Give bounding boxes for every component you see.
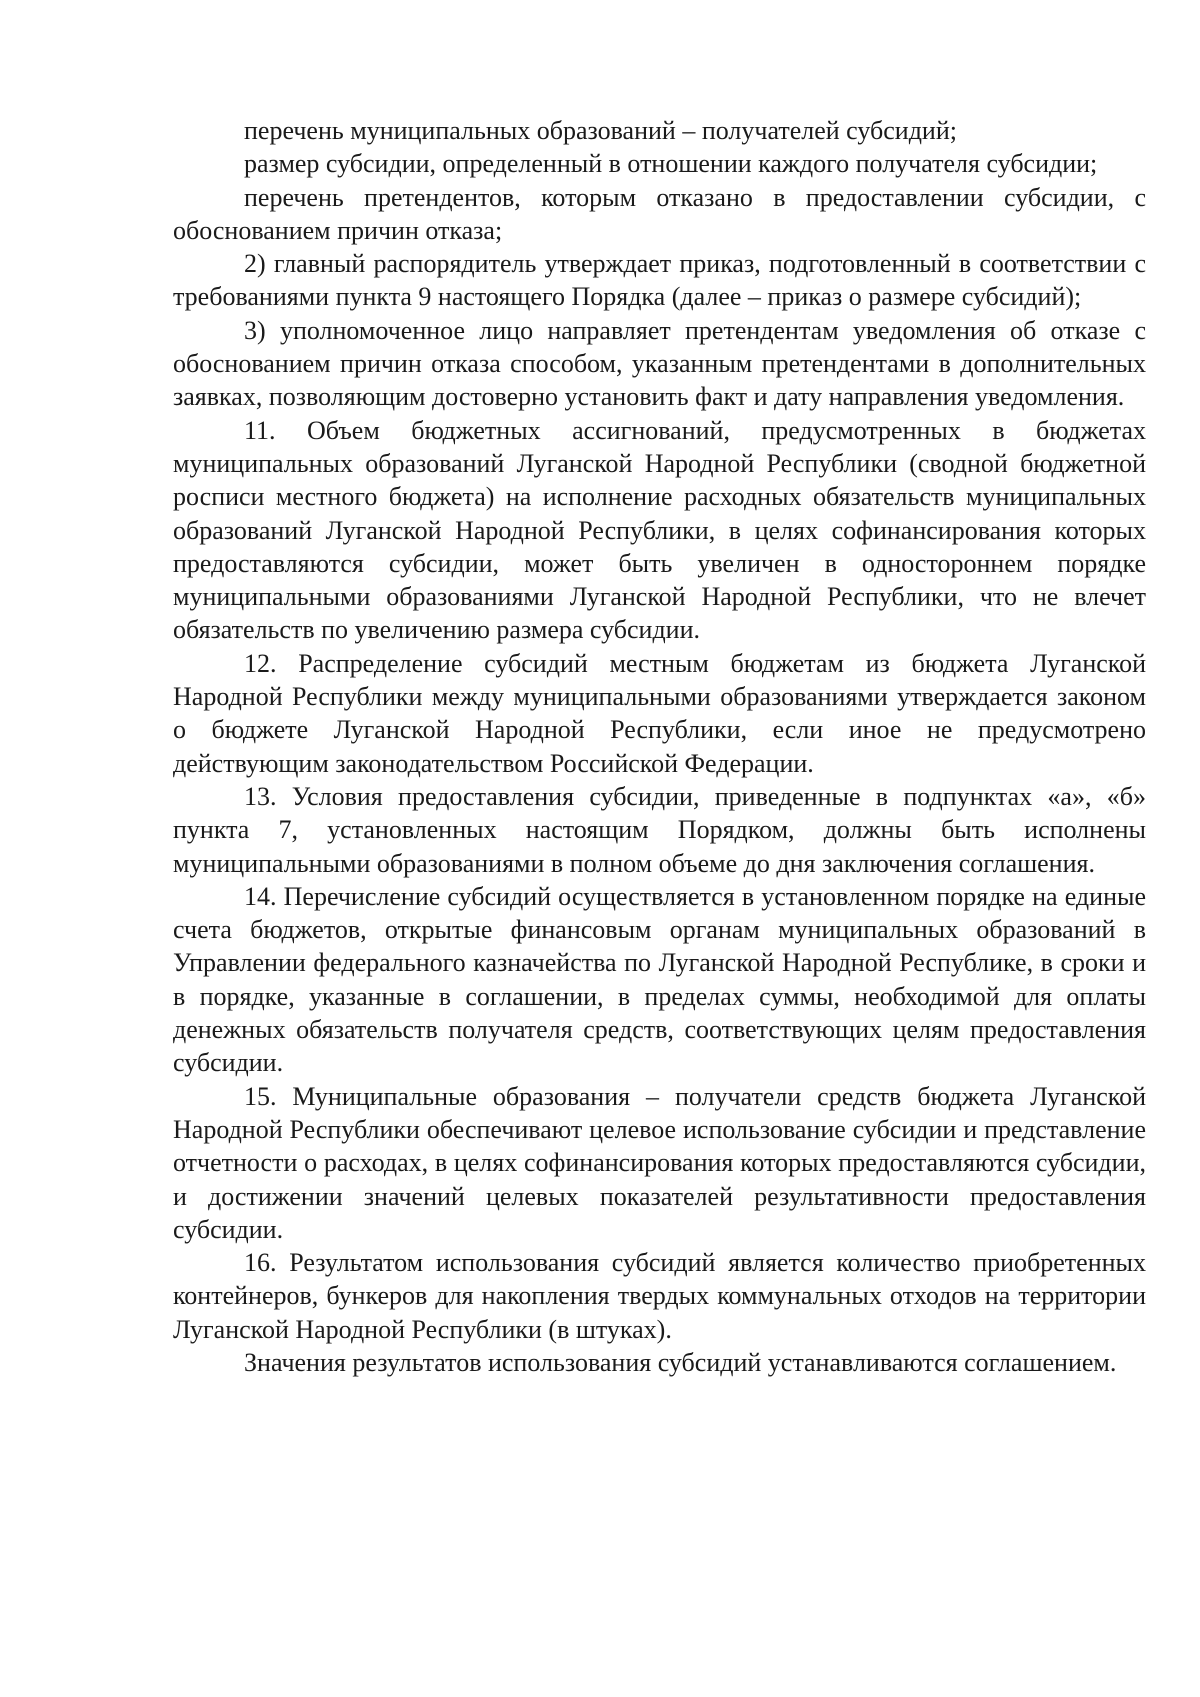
paragraph-result-values: Значения результатов использования субсидий устанавливаются соглашением. bbox=[244, 1347, 1117, 1377]
paragraph-section-13: 13. Условия предоставления субсидии, приведенные в подпунктах «а», «б» пункта 7, установленных настоящим Порядком, должны быть исполнены муниципальными образованиями в полном объеме до дня заключения соглашения. bbox=[173, 781, 1146, 878]
paragraph-subsidy-amount: размер субсидии, определенный в отношении каждого получателя субсидии; bbox=[244, 149, 1098, 179]
paragraph-item-3-notification: 3) уполномоченное лицо направляет претендентам уведомления об отказе с обоснованием причин отказа способом, указанным претендентами в дополнительных заявках, позволяющим достоверно установить факт и дату направления уведомления. bbox=[173, 315, 1146, 412]
paragraph-refused-applicants: перечень претендентов, которым отказано в предоставлении субсидии, с обоснованием причин отказа; bbox=[173, 182, 1146, 245]
paragraph-section-11: 11. Объем бюджетных ассигнований, предусмотренных в бюджетах муниципальных образований Луганской Народной Республики (сводной бюджетной росписи местного бюджета) на исполнение расходных обязательств муниципальных образований Луганской Народной Республики, в целях софинансирования которых предоставляются субсидии, может быть увеличен в одностороннем порядке муниципальными образованиями Луганской Народной Республики, что не влечет обязательств по увеличению размера субсидии. bbox=[173, 415, 1146, 645]
paragraph-section-14: 14. Перечисление субсидий осуществляется в установленном порядке на единые счета бюджетов, открытые финансовым органам муниципальных образований в Управлении федерального казначейства по Луганской Народной Республике, в сроки и в порядке, указанные в соглашении, в пределах суммы, необходимой для оплаты денежных обязательств получателя средств, соответствующих целям предоставления субсидии. bbox=[173, 881, 1146, 1078]
paragraph-section-15: 15. Муниципальные образования – получатели средств бюджета Луганской Народной Республики обеспечивают целевое использование субсидии и представление отчетности о расходах, в целях софинансирования которых предоставляются субсидии, и достижении значений целевых показателей результативности предоставления субсидии. bbox=[173, 1081, 1146, 1244]
document-body bbox=[173, 114, 1146, 1379]
paragraph-section-16: 16. Результатом использования субсидий является количество приобретенных контейнеров, бункеров для накопления твердых коммунальных отходов на территории Луганской Народной Республики (в штуках). bbox=[173, 1248, 1146, 1344]
paragraph-section-12: 12. Распределение субсидий местным бюджетам из бюджета Луганской Народной Республики между муниципальными образованиями утверждается законом о бюджете Луганской Народной Республики, если иное не предусмотрено действующим законодательством Российской Федерации. bbox=[173, 648, 1146, 778]
paragraph-recipients-list: перечень муниципальных образований – получателей субсидий; bbox=[244, 116, 957, 145]
paragraph-item-2-order: 2) главный распорядитель утверждает приказ, подготовленный в соответствии с требованиями пункта 9 настоящего Порядка (далее – приказ о размере субсидий); bbox=[173, 249, 1146, 312]
